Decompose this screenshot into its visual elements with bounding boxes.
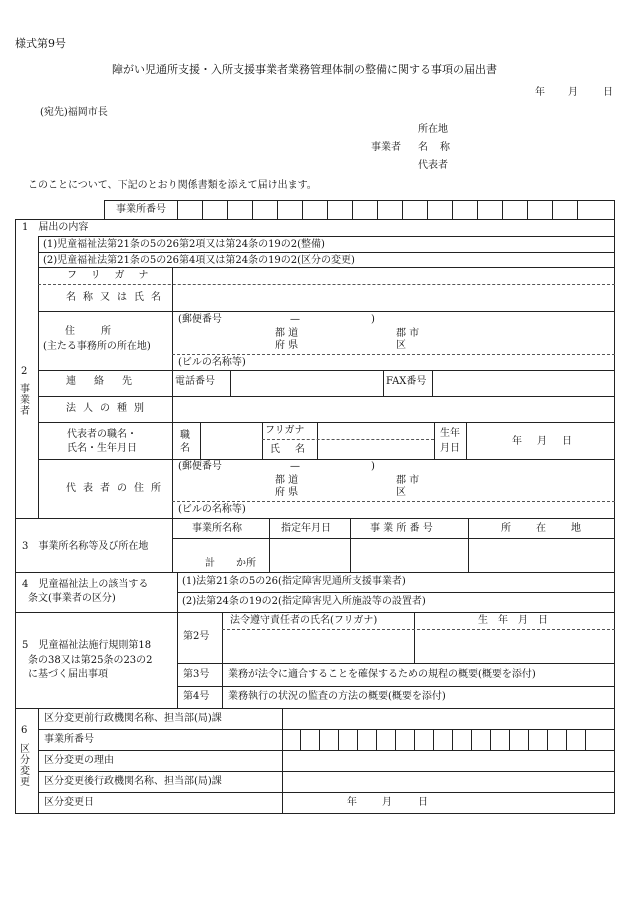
col-office-number: 事 業 所 番 号: [370, 523, 433, 534]
form-number: 様式第9号: [15, 37, 66, 50]
sec6-number: 6: [21, 725, 28, 736]
item-3-text: 業務が法令に適合することを確保するための規程の概要(概要を添付): [228, 669, 536, 680]
rep-city-label-2: 区: [396, 487, 406, 498]
sec5-label-2: 条の38又は第25条の23の2: [28, 655, 153, 666]
applicant-business-operator-label: 事業者: [371, 142, 401, 153]
intro-text: このことについて、下記のとおり関係書類を添えて届け出ます。: [28, 180, 317, 191]
birth-label-1: 生年: [440, 428, 460, 439]
birth-year: 年: [512, 436, 522, 447]
sec5-label-1: 5 児童福祉法施行規則第18: [22, 640, 152, 651]
date-year: 年: [535, 87, 545, 98]
city-label-2: 区: [396, 340, 406, 351]
sec1-label: 1 届出の内容: [22, 222, 89, 233]
representative-label-2: 氏名・生年月日: [67, 443, 137, 454]
sec2-number: 2: [21, 366, 28, 377]
item-3-label: 第3号: [183, 669, 210, 680]
applicant-location-label: 所在地: [418, 124, 448, 135]
rep-building-name-label: (ビルの名称等): [178, 504, 246, 515]
rep-prefecture-label-1: 都 道: [275, 475, 299, 486]
change-date-month: 月: [382, 797, 392, 808]
birth-month: 月: [537, 436, 547, 447]
total-label-2: か所: [236, 558, 256, 569]
change-date-day: 日: [418, 797, 428, 808]
sec4-label-1: 4 児童福祉法上の該当する: [22, 579, 149, 590]
sec6-row-after-agency: 区分変更後行政機関名称、担当部(局)課: [44, 776, 222, 787]
item-4-label: 第4号: [183, 691, 210, 702]
sec4-option-1[interactable]: (1)法第21条の5の26(指定障害児通所支援事業者): [182, 576, 406, 587]
sec1-option-2[interactable]: (2)児童福祉法第21条の5の26第4項又は第24条の19の2(区分の変更): [43, 255, 355, 266]
name-label: 名称又は氏名: [66, 292, 168, 303]
prefecture-label-1: 都 道: [275, 328, 299, 339]
rep-name-label-2: 名: [295, 444, 305, 455]
corporation-type-label: 法人の種別: [66, 403, 151, 414]
rep-address-label: 代表者の住所: [66, 483, 168, 494]
sec3-label: 3 事業所名称等及び所在地: [22, 541, 149, 552]
sec6-row-before-agency: 区分変更前行政機関名称、担当部(局)課: [44, 713, 222, 724]
building-name-label: (ビルの名称等): [178, 357, 246, 368]
sec4-label-2: 条文(事業者の区分): [28, 593, 116, 604]
sec6-side-label: 区 分 変 更: [20, 744, 30, 788]
rep-furigana-label: フリガナ: [265, 425, 305, 436]
birth-day: 日: [562, 436, 572, 447]
compliance-birth-label: 生 年 月 日: [478, 615, 548, 626]
fax-label: FAX番号: [386, 376, 427, 387]
item-2-label: 第2号: [183, 631, 210, 642]
change-date-year: 年: [347, 797, 357, 808]
total-label-1: 計: [205, 558, 215, 569]
rep-postal-code-label: (郵便番号: [178, 461, 222, 472]
sec6-row-change-date: 区分変更日: [44, 797, 94, 808]
col-office-name: 事業所名称: [192, 523, 242, 534]
date-day: 日: [603, 87, 613, 98]
prefecture-label-2: 府 県: [275, 340, 299, 351]
job-title-label-2: 名: [180, 443, 190, 454]
item-4-text: 業務執行の状況の監査の方法の概要(概要を添付): [228, 691, 446, 702]
job-title-label-1: 職: [180, 430, 190, 441]
col-designation-date: 指定年月日: [281, 523, 331, 534]
city-label-1: 郡 市: [396, 328, 420, 339]
postal-dash: —: [290, 314, 300, 325]
furigana-label: フリガナ: [67, 270, 163, 281]
sec5-label-3: に基づく届出事項: [28, 669, 108, 680]
addressee: (宛先)福岡市長: [40, 107, 108, 118]
date-month: 月: [568, 87, 578, 98]
sec6-row-office-number: 事業所番号: [44, 734, 94, 745]
col-location-2: 在: [536, 523, 546, 534]
sec6-row-reason: 区分変更の理由: [44, 755, 114, 766]
col-location-1: 所: [501, 523, 511, 534]
postal-code-label: (郵便番号: [178, 314, 222, 325]
sec1-option-1[interactable]: (1)児童福祉法第21条の5の26第2項又は第24条の19の2(整備): [43, 239, 325, 250]
postal-close: ): [371, 314, 375, 325]
applicant-representative-label: 代表者: [418, 160, 448, 171]
rep-name-label-1: 氏: [270, 444, 280, 455]
compliance-officer-label: 法令遵守責任者の氏名(フリガナ): [230, 615, 378, 626]
address-label: 住 所: [65, 326, 113, 337]
sec4-option-2[interactable]: (2)法第24条の19の2(指定障害児入所施設等の設置者): [182, 596, 426, 607]
rep-postal-dash: —: [290, 461, 300, 472]
rep-city-label-1: 郡 市: [396, 475, 420, 486]
col-location-3: 地: [571, 523, 581, 534]
rep-postal-close: ): [371, 461, 375, 472]
applicant-name-label: 名: [418, 142, 428, 153]
office-number-label: 事業所番号: [116, 204, 166, 215]
applicant-name-label-2: 称: [440, 142, 450, 153]
document-title: 障がい児通所支援・入所支援事業者業務管理体制の整備に関する事項の届出書: [112, 63, 497, 76]
sec2-side-label: 事 業 者: [20, 384, 30, 417]
contact-label: 連 絡 先: [66, 376, 136, 387]
representative-label-1: 代表者の職名・: [67, 429, 137, 440]
birth-label-2: 月日: [440, 443, 460, 454]
tel-label: 電話番号: [175, 376, 215, 387]
rep-prefecture-label-2: 府 県: [275, 487, 299, 498]
address-sub-label: (主たる事務所の所在地): [43, 341, 151, 352]
